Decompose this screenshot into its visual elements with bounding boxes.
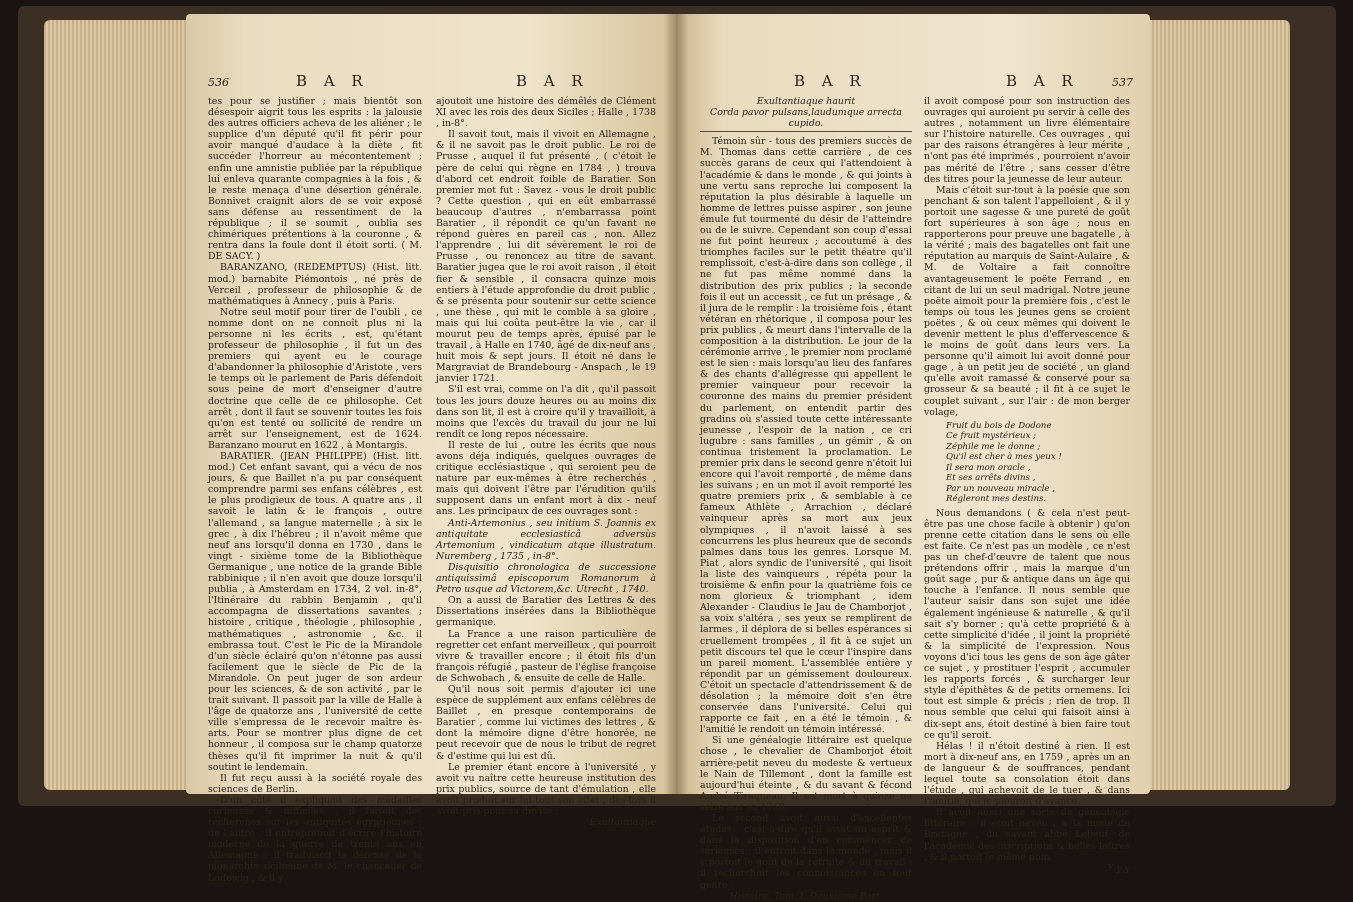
paragraph: Il avoit aussi une sorte de généalogie littéraire : il étoit neveu , à la mode de Bretagne , du savant abbé Lebeuf, de l'académie des inscriptions & belles-lettres , & il portoit le même nom.: [924, 807, 1130, 863]
paragraph: D'un côté il expliquoit des médailles curieuses & difficiles , il faisoit des recherches sur les antiquités égyptiennes ; de l'autre , il entreprenoit d'écrire l'histoire moderne de la guerre de trente ans en Allemagne ; il traduisoit la défense de la monarchie sicilienne de M. le chancelier de Ludewig , & il y: [208, 794, 422, 884]
paragraph: ajoutoit une histoire des démêlés de Clément XI avec les rois des deux Siciles ; Halle , 1738 , in-8°.: [436, 96, 656, 130]
paragraph: Si une généalogie littéraire est quelque chose , le chevalier de Chamborjot étoit arrière-petit neveu du modeste & vertueux le Nain de Tillemont , dont la famille est aujourd'hui éteinte , & du savant & fécond André Tiraqueau. Il est mort à quinze ou seize ans en 1750.: [700, 735, 912, 813]
running-head-left-2: B A R: [516, 72, 589, 90]
paragraph: Nous demandons ( & cela n'est peut-être pas une chose facile à obtenir ) qu'on prenne cette citation dans le sens où elle est faite. Ce n'est pas un modèle , ce n'est pas un chef-d'œuvre de talent que nous prétendons offrir , mais la marque d'un goût sage , pur & antique dans un âge qui touche à l'enfance. Il nous semble que l'auteur saisir dans son sujet une idée également ingénieuse & naturelle , & qu'il sait s'y borner ; qu'à cette propriété & à cette simplicité d'idée , il joint la propriété & la simplicité de l'expression. Nous voyons d'ici tous les gens de son âge gâter ce sujet , y prostituer l'esprit , accumuler les rapports forcés , & surcharger leur style d'épithètes & de petits ornemens. Ici tout est simple & précis ; rien de trop. Il nous semble que celui qui faisoit ainsi à dix-sept ans, étoit destiné à bien faire tout ce qu'il seroit.: [924, 507, 1130, 741]
paragraph: La France a une raison particulière de regretter cet enfant merveilleux , qui pourroit vivre & travailler encore ; il étoit fils d'un françois réfugié , pasteur de l'église françoise de Schwobach , & ensuite de celle de Halle.: [436, 628, 656, 684]
paragraph: tes pour se justifier ; mais bientôt son désespoir aigrit tous les esprits : la jalousie des autres officiers acheva de les aliéner ; le supplice d'un député qu'il fit périr pour avoir manqué d'audace à la diète , fit succéder l'horreur au mécontentement ; enfin une amnistie publiée par la république lui enleva quarante compagnies à la fois , & le reste menaça d'une désertion générale. Bonnivet craignit alors de se voir exposé sans défense au ressentiment de la république ; il se soumit , oublia ses chimériques prétentions à la couronne , & rentra dans la foule dont il étoit sorti. ( M. DE SACY. ): [208, 96, 422, 263]
paragraph: Le premier étant encore à l'université , y avoit vu naître cette heureuse institution des prix publics, source de tant d'émulation , elle avoit produit sur lui tout son effet , dès-lors il avoit pris pour sa devise :: [436, 761, 656, 817]
right-page-column-1: [700, 96, 912, 902]
catchword: Exultantiaque: [589, 817, 656, 829]
paragraph: Il reste de lui , outre les écrits que nous avons déja indiqués, quelques ouvrages de critique ecclésiastique , qui seroient peu de nature par eux-mêmes à être recherchés , mais qui doivent l'être par l'érudition qu'ils supposent dans un enfant mort à dix - neuf ans. Les principaux de ces ouvrages sont :: [436, 439, 656, 518]
left-page-column-2: [436, 96, 656, 828]
paragraph: Il fut reçu aussi à la société royale des sciences de Berlin.: [208, 772, 422, 795]
paragraph: Témoin sûr - tous des premiers succès de M. Thomas dans cette carrière , de ces succès garans de ceux qui l'attendoient à l'académie & dans le monde , & qui joints à une vertu sans reproche lui composent la réputation la plus désirable à laquelle un homme de lettres puisse aspirer , son jeune émule fut tourmenté du désir de l'atteindre ou de le suivre. Cependant son coup d'essai ne fut point heureux ; accoutumé à des triomphes faciles sur le petit théatre qu'il remplissoit, c'est-à-dire dans son collège , il ne fut pas même nommé dans la distribution des prix publics ; la seconde fois il eut un accessit , ce fut un présage , & il jura de le remplir : la troisième fois , étant vétéran en rhétorique , il composa pour les prix publics , & meurt dans l'intervalle de la composition à la distribution. Le jour de la cérémonie arrive , le premier nom proclamé est le sien : mais lorsqu'au lieu des fanfares & des chants d'allégresse qui appellent le premier vainqueur pour recevoir la couronne des mains du premier président du parlement, on entendit partir des gradins où s'assied toute cette intéressante jeunesse , l'espoir de la nation , ce cri lugubre : sans familles , un gémir , & on continua tristement la proclamation. Le premier prix dans le second genre n'étoit lui encore qui l'avoit remporté , de même dans les suivans ; en un mot il avoit remporté les quatre premiers prix , & semblable à ce fameux Athlète , Arrachion , déclaré vainqueur après sa mort aux jeux olympiques , il n'avoit laissé à ses concurrens les plus heureux que de seconds palmes dans tous les genres. Lorsque M. Piat , alors syndic de l'université , qui lisoit la liste des vainqueurs , répéta pour la troisième & enfin pour la quatrième fois ce nom glorieux & triomphant , idem Alexander - Claudius le Jau de Chamborjot , sa voix s'altéra , ses yeux se remplirent de larmes , il déplora de si belles espérances si cruellement trompées , il fit à ce sujet un petit discours tel que le cœur l'inspire dans un pareil moment. L'assemblée entière y répondit par un gémissement douloureux. C'étoit un spectacle d'attendrissement & de désolation ; la mémoire doit s'en être conservée dans l'université. Celui qui rapporte ce fait , en a été le témoin , & l'amitié le rendoit un témoin intéressé.: [700, 136, 912, 736]
poem: [946, 421, 1130, 505]
paragraph: On a aussi de Baratier des Lettres & des Dissertations insérées dans la Bibliothèque germanique.: [436, 595, 656, 629]
running-head-right-2: B A R: [1006, 72, 1079, 90]
right-page-column-2: [924, 96, 1130, 874]
paragraph: S'il est vrai, comme on l'a dit , qu'il passoit tous les jours douze heures ou au moins dix dans son lit, il est à croire qu'il y travailloit, à moins que l'excès du travail du jour ne lui rendît ce long repos nécessaire.: [436, 384, 656, 440]
paragraph: Qu'il nous soit permis d'ajouter ici une espèce de supplément aux enfans célèbres de Baillet , en presque contemporains de Baratier , comme lui victimes des lettres , & dont la mémoire digne d'être honorée, ne peut recevoir que de nous le tribut de regret & d'estime qui lui est dû.: [436, 683, 656, 762]
left-page-column-1: [208, 96, 422, 884]
epigraph-line: Corda pavor pulsans,laudumque arrecta cupido.: [710, 107, 902, 130]
paragraph: BARATIER. (JEAN PHILIPPE) (Hist. litt. mod.) Cet enfant savant, qui a vécu de nos jours, & que Baillet n'a pu par conséquent comprendre parmi ses enfans célèbres , est le plus prodigieux de tous. A quatre ans , il savoit le latin & le françois , outre l'allemand , sa langue maternelle ; à six le grec , à dix l'hébreu ; il n'avoit même que neuf ans lorsqu'il donna en 1730 , dans le vingt - sixième tome de la Bibliothèque Germanique , une notice de la grande Bible rabbinique ; il n'en avoit que douze lorsqu'il publia , à Amsterdam en 1734, 2 vol. in-8°, l'Itinéraire du rabbin Benjamin , qu'il accompagna de dissertations savantes ; histoire , critique , théologie , philosophie , mathématiques , astronomie , &c. il embrassa tout. C'est le Pic de la Mirandole d'un siècle éclairé qu'on n'étonne pas aussi facilement que le siècle de Pic de la Mirandole. On peut juger de son ardeur pour les sciences, & de son activité , par le trait suivant. Il passoit par la ville de Halle à l'âge de quatorze ans , l'université de cette ville s'empressa de le recevoir maître ès-arts. Pour se montrer plus digne de cet honneur , il composa sur le champ quatorze thèses qu'il fit imprimer la nuit & qu'il soutint le lendemain.: [208, 451, 422, 773]
poem-line: Ce fruit mystérieux ;: [946, 431, 1037, 442]
page-edges-right: [1150, 20, 1290, 790]
poem-line: Qu'il est cher à mes yeux !: [946, 452, 1062, 463]
poem-line: Par un nouveau miracle ,: [946, 483, 1055, 494]
signature-mark: Y y y: [1107, 862, 1130, 874]
paragraph: Hélas ! il n'étoit destiné à rien. Il est mort à dix-neuf ans, en 1759 , après un an de langueur & de souffrances, pendant lequel toute sa consolation étoit dans l'étude , qui achevoit de le tuer , & dans l'amitié, qui le pleuroit d'avance.: [924, 740, 1130, 808]
paragraph: Il savoit tout, mais il vivoit en Allemagne , & il ne savoit pas le droit public. Le roi de Prusse , auquel il fut présenté , ( c'étoit le père de celui qui règne en 1784 , ) trouva d'abord cet endroit foible de Baratier. Son premier mot fut : Savez - vous le droit public ? Cette question , qui en eût embarrassé beaucoup d'autres , n'embarrassa point Baratier , il répondit ce qu'un favant ne répond guères en pareil cas , non. Allez l'apprendre , lui dit sévèrement le roi de Prusse , ou renoncez au titre de savant. Baratier jugea que le roi avoit raison , il étoit fier & sensible , il consacra quinze mois entiers à l'étude approfondie du droit public , & se présenta pour soutenir sur cette science , une thèse , qui mit le comble à sa gloire , mais qui lui coûta peut-être la vie , car il mourut peu de temps après, épuisé par le travail , à Halle en 1740, âgé de dix-neuf ans , huit mois & sept jours. Il étoit né dans le Margraviat de Brandebourg - Anspach , le 19 janvier 1721.: [436, 129, 656, 385]
paragraph: Anti-Artemonius , seu initium S. Joannis ex antiquitate ecclesiasticâ adversùs Artemonium , vindicatum atque illustratum. Nuremberg , 1735 , in-8°.: [436, 517, 656, 562]
right-page: [676, 14, 1150, 902]
paragraph: Le second avoit aussi d'excellentes études , c'est-à-dire qu'il avoit un esprit & dans la disposition d'en commencer de sérieuses ; il entroit dans le monde , mais il y portoit le goût de la retraite & du travail ; il recherchoit les connoissances en tout genre ;: [700, 813, 912, 891]
running-head-right-1: B A R: [794, 72, 867, 90]
folio-left: 536: [208, 76, 229, 89]
poem-line: Régleront mes destins.: [946, 494, 1047, 505]
left-page: [186, 14, 676, 884]
paragraph: Disquisitio chronologica de successione antiquissimâ episcoporum Romanorum à Petro usque ad Victorem,&c. Utrecht , 1740.: [436, 561, 656, 596]
running-head-left-1: B A R: [296, 72, 369, 90]
page-edges-left: [44, 20, 186, 790]
poem-line: Fruit du bois de Dodone: [946, 420, 1052, 431]
book-gutter: [664, 14, 688, 794]
poem-line: Zéphile me le donne ;: [946, 441, 1041, 452]
folio-right: 537: [1112, 76, 1133, 89]
footer-note: Histoire, Tom. I, Deuxième Part.: [729, 890, 883, 902]
poem-line: Et ses arrêts divins ,: [946, 473, 1036, 484]
paragraph: BARANZANO, (REDEMPTUS) (Hist. litt. mod.) barnabite Piémontois , né près de Verceil , professeur de philosophie & de mathématiques à Annecy , puis à Paris.: [208, 262, 422, 307]
paragraph: il avoit composé pour son instruction des ouvrages qui auroient pu servir à celle des autres , notamment un livre élémentaire sur l'histoire naturelle. Ces ouvrages , qui par des raisons étrangères à leur mérite , n'ont pas été imprimés , pourroient n'avoir pas mérité de l'être , sans cesser d'être des titres pour la jeunesse de leur auteur.: [924, 96, 1130, 185]
paragraph: Notre seul motif pour tirer de l'oubli , ce nomme dont on ne connoît plus ni la personne ni les écrits , est, qu'étant professeur de philosophie , il fut un des premiers qui ayent eu le courage d'abandonner la philosophie d'Aristote , vers le temps où le parlement de Paris défendoit sous peine de mort d'enseigner d'autre doctrine que celle de ce philosophe. Cet arrêt , dont il faut se souvenir toutes les fois qu'on est tenté ou sollicité de rendre un arrêt sur l'enseignement, est de 1624. Baranzano mourut en 1622 , à Montargis.: [208, 306, 422, 451]
paragraph: Mais c'étoit sur-tout à la poésie que son penchant & son talent l'appelloient , & il y portoit une sagesse & une pureté de goût fort supérieures à son âge ; nous en rapporterons pour preuve une bagatelle , à la vérité ; mais des bagatelles ont fait une réputation au marquis de Saint-Aulaire , & M. de Voltaire a fait connoître avantageusement le poëte Ferrand , en citant de lui un seul madrigal. Notre jeune poëte aimoit pour la première fois , c'est le temps où tous les jeunes gens se croient poëtes , & où ceux mêmes qui doivent le devenir mettent le plus d'effervescence & le moins de goût dans leurs vers. La personne qu'il aimoit lui avoit donné pour gage , à un petit jeu de société , un gland qu'elle avoit ramassé & conservé pour sa grosseur & sa beauté ; il fit à ce sujet le couplet suivant , sur l'air : de mon berger volage,: [924, 184, 1130, 418]
poem-line: Il sera mon oracle ,: [946, 462, 1031, 473]
epigraph-line: Exultantiaque haurit: [756, 96, 856, 107]
divider: [700, 131, 912, 132]
